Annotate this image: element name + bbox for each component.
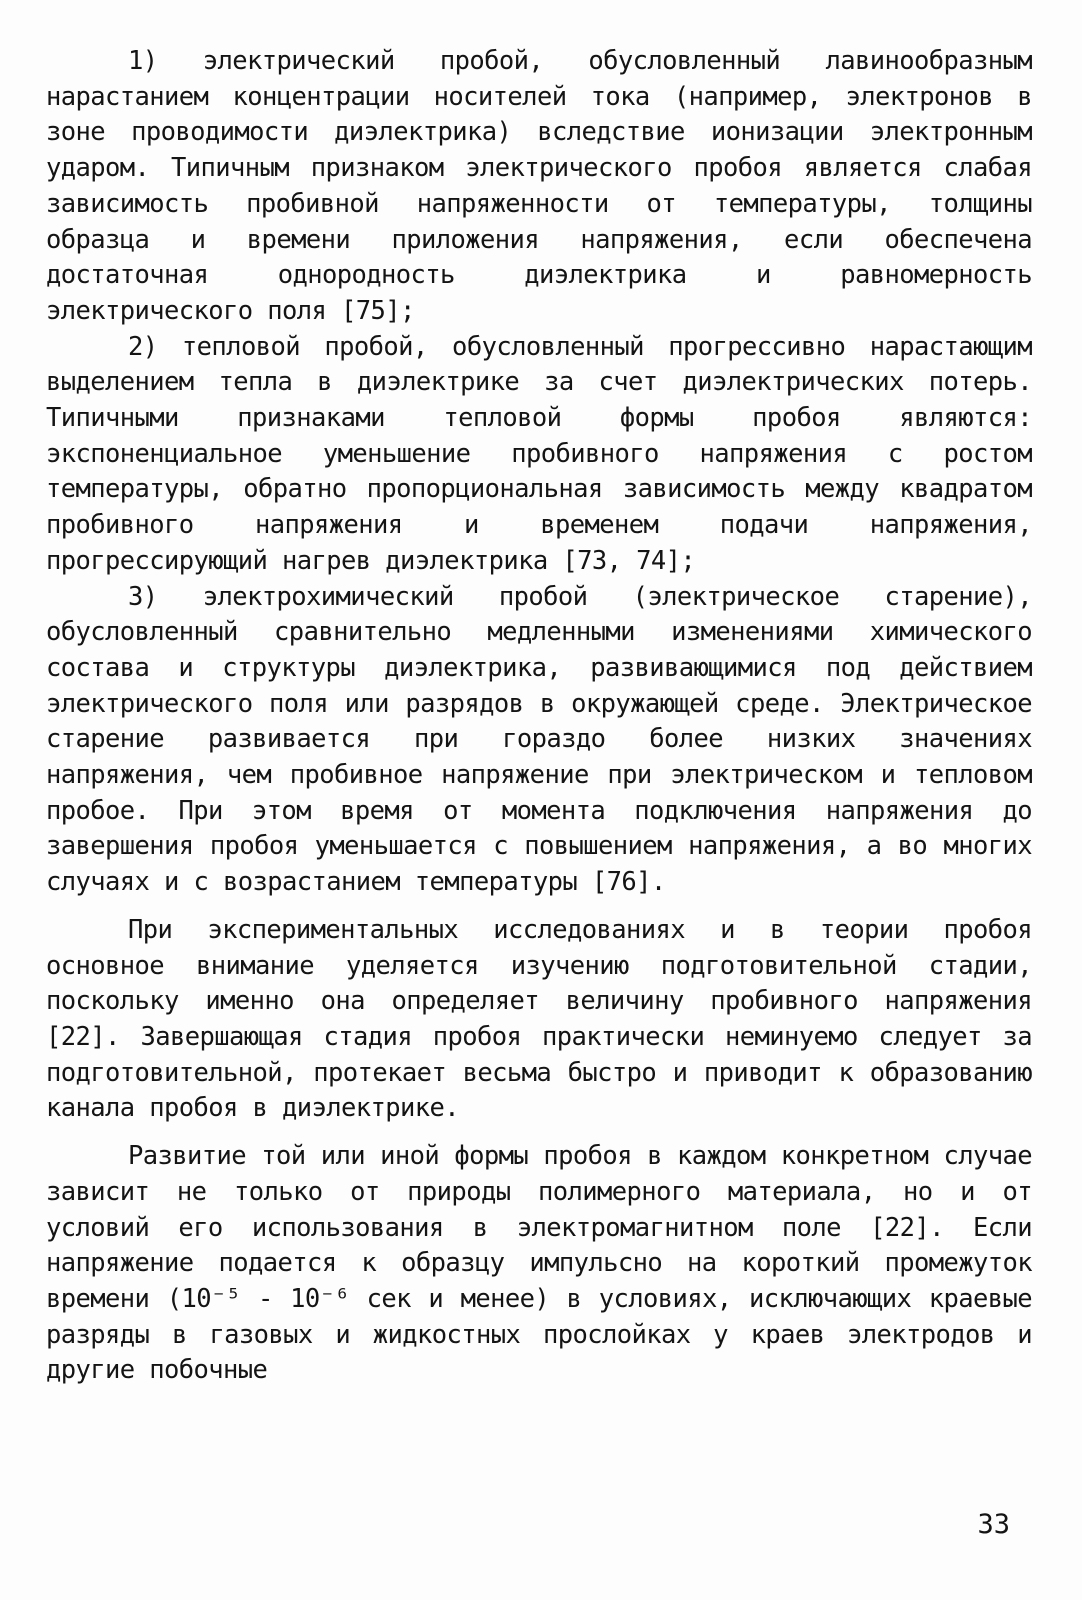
paragraph-electrochemical-breakdown: 3) электрохимический пробой (электрическое старение), обусловленный сравнительно медленными изменениями химического состава и структуры диэлектрика, развивающимися под действием электрического поля или разрядов в окружающей среде. Электрическое старение развивается при гораздо более низких значениях напряжения, чем пробивное напряжение при электрическом и тепловом пробое. При этом время от момента подключения напряжения до завершения пробоя уменьшается с повышением напряжения, а во многих случаях и с возрастанием температуры [76]. [46, 581, 1032, 898]
paragraph-electrical-breakdown: 1) электрический пробой, обусловленный лавинообразным нарастанием концентрации носителей тока (например, электронов в зоне проводимости диэлектрика) вследствие ионизации электронным ударом. Типичным признаком электрического пробоя является слабая зависимость пробивной напряженности от температуры, толщины образца и времени приложения напряжения, если обеспечена достаточная однородность диэлектрика и равномерность электрического поля [75]; [46, 46, 1032, 326]
paragraph-preparatory-stage: При экспериментальных исследованиях и в теории пробоя основное внимание уделяется изучению подготовительной стадии, поскольку именно она определяет величину пробивного напряжения [22]. Завершающая стадия пробоя практически неминуемо следует за подготовительной, протекает весьма быстро и приводит к образованию канала пробоя в диэлектрике. [46, 914, 1032, 1124]
page-number: 33 [977, 1509, 1010, 1540]
body-text [46, 44, 1032, 1389]
paragraph-breakdown-development: Развитие той или иной формы пробоя в каждом конкретном случае зависит не только от природы полимерного материала, но и от условий его использования в электромагнитном поле [22]. Если напряжение подается к образцу импульсно на короткий промежуток времени (10⁻⁵ - 10⁻⁶ сек и менее) в условиях, исключающих краевые разряды в газовых и жидкостных прослойках у краев электродов и другие побочные [46, 1141, 1032, 1386]
paragraph-thermal-breakdown: 2) тепловой пробой, обусловленный прогрессивно нарастающим выделением тепла в диэлектрике за счет диэлектрических потерь. Типичными признаками тепловой формы пробоя являются: экспоненциальное уменьшение пробивного напряжения с ростом температуры, обратно пропорциональная зависимость между квадратом пробивного напряжения и временем подачи напряжения, прогрессирующий нагрев диэлектрика [73, 74]; [46, 331, 1032, 576]
